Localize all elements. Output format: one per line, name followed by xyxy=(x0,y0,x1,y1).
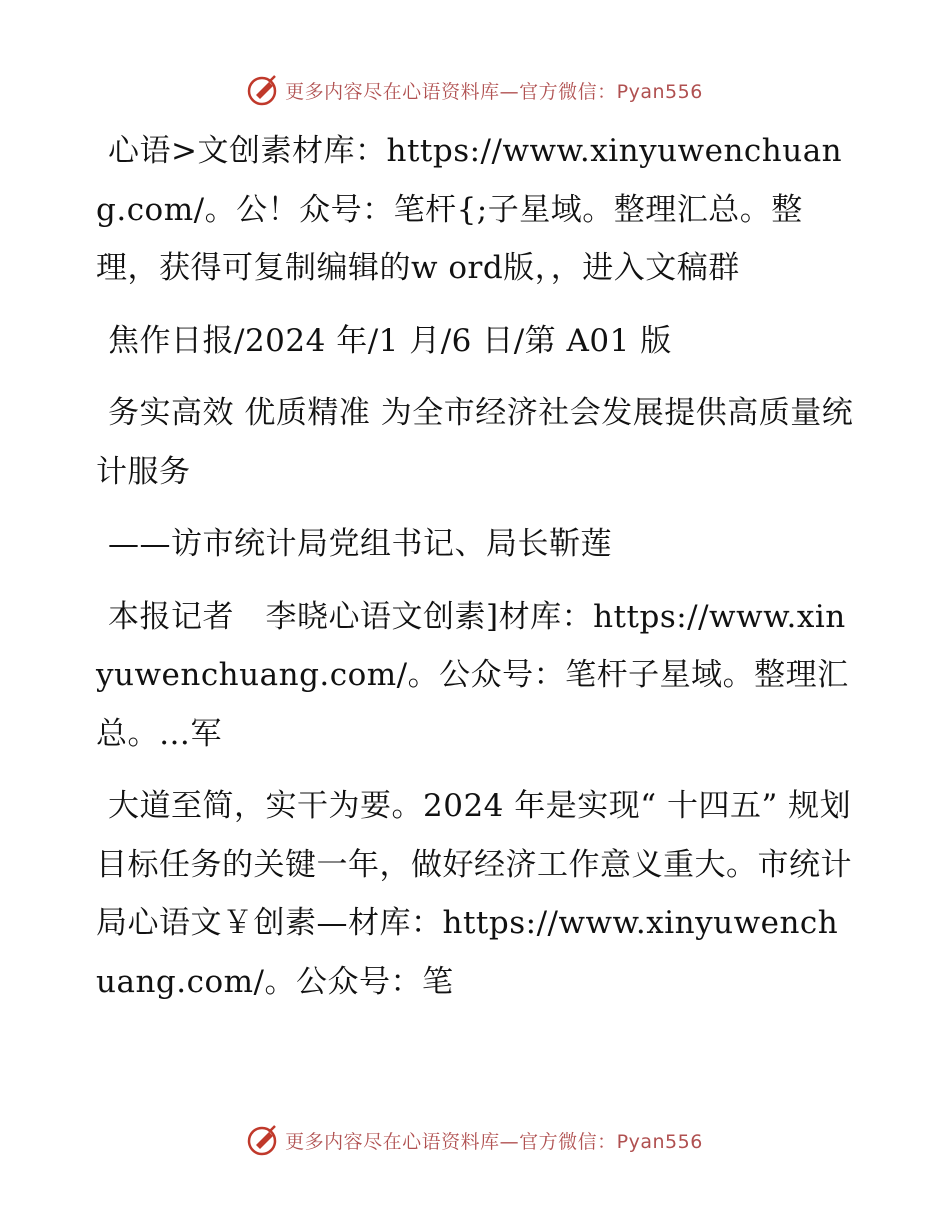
article-subtitle: ——访市统计局党组书记、局长靳莲 xyxy=(108,526,612,562)
paragraph-source-note: 心语>文创素材库：https://www.xinyuwenchuang.com/。公！众号：笔杆{;子星域。整理汇总。整理，获得可复制编辑的w ord版，，进入文稿群 xyxy=(96,133,843,286)
article-title: 务实高效 优质精准 为全市经济社会发展提供高质量统计服务 xyxy=(96,395,854,490)
header-banner xyxy=(0,70,950,110)
paragraph-byline: 本报记者 李晓心语文创素]材库：https://www.xinyuwenchuang.com/。公众号：笔杆子星域。整理汇总。…军 xyxy=(96,598,849,752)
pen-seal-icon xyxy=(247,73,281,107)
paragraph-publication-line: 焦作日报/2024 年/1 月/6 日/第 A01 版 xyxy=(108,322,672,359)
paragraph-body-1: 大道至简，实干为要。2024 年是实现“ 十四五” 规划目标任务的关键一年，做好经济工作意义重大。市统计局心语文￥创素—材库：https://www.xinyuwenchuang.com/。公众号：笔 xyxy=(96,788,852,1000)
header-banner-text: 更多内容尽在心语资料库—官方微信：Pyan556 xyxy=(285,80,703,103)
footer-banner-text: 更多内容尽在心语资料库—官方微信：Pyan556 xyxy=(285,1130,703,1153)
footer-banner xyxy=(0,1120,950,1160)
pen-seal-icon xyxy=(247,1123,281,1157)
document-body xyxy=(96,122,856,1025)
